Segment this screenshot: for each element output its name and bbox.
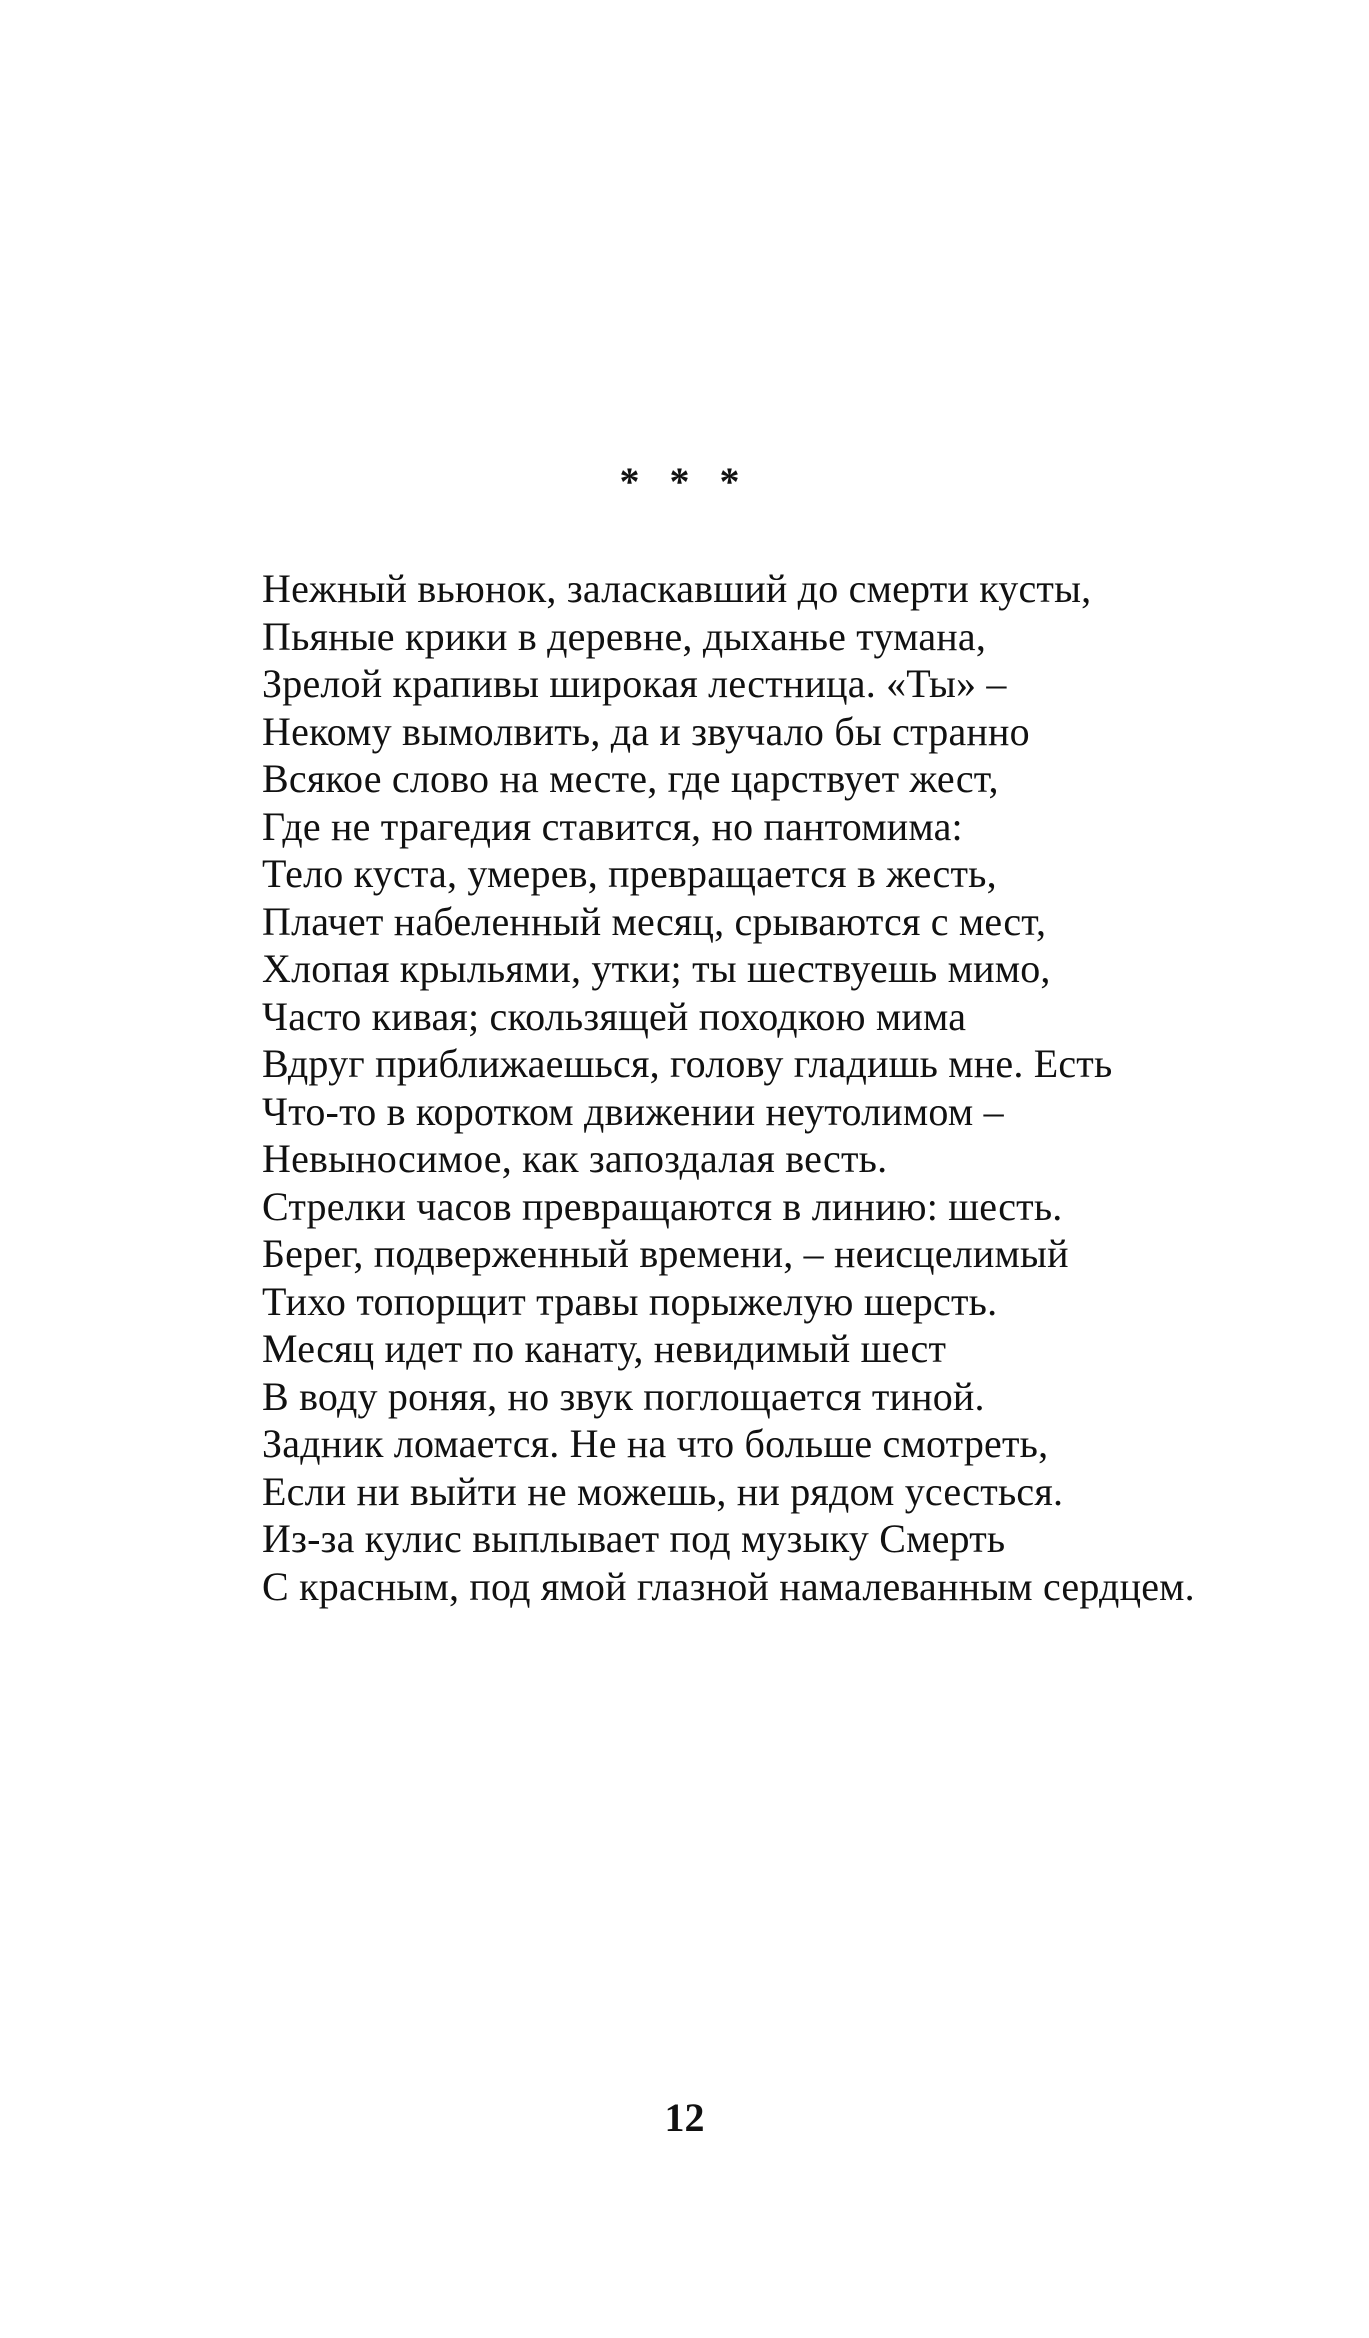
poem-line: В воду роняя, но звук поглощается тиной. xyxy=(262,1373,985,1419)
poem-line: Зрелой крапивы широкая лестница. «Ты» – xyxy=(262,661,1007,706)
poem-line: Тихо топорщит травы порыжелую шерсть. xyxy=(262,1278,998,1324)
poem-line: Стрелки часов превращаются в линию: шесть. xyxy=(262,1183,1063,1229)
poem-line: Некому вымолвить, да и звучало бы странно xyxy=(262,708,1030,754)
poem-line: Вдруг приближаешься, голову гладишь мне. Есть xyxy=(262,1041,1113,1086)
poem-line: Тело куста, умерев, превращается в жесть, xyxy=(262,851,997,896)
poem-line: Где не трагедия ставится, но пантомима: xyxy=(262,803,963,849)
section-separator: * * * xyxy=(619,459,750,504)
poem xyxy=(262,565,1322,1610)
poem-line: Плачет набеленный месяц, срываются с мест, xyxy=(262,898,1047,944)
poem-line: Берег, подверженный времени, – неисцелимый xyxy=(262,1231,1069,1276)
poem-line: Если ни выйти не можешь, ни рядом усесться. xyxy=(262,1468,1064,1514)
poem-line: Что-то в коротком движении неутолимом – xyxy=(262,1088,1004,1134)
poem-line: Из-за кулис выплывает под музыку Смерть xyxy=(262,1516,1006,1561)
poem-line: Нежный вьюнок, заласкавший до смерти кусты, xyxy=(262,566,1092,611)
poem-line: Месяц идет по канату, невидимый шест xyxy=(262,1326,947,1371)
poem-line: Всякое слово на месте, где царствует жест, xyxy=(262,756,999,801)
poem-line: Пьяные крики в деревне, дыханье тумана, xyxy=(262,613,987,659)
page-number: 12 xyxy=(664,2095,705,2140)
poem-line: Задник ломается. Не на что больше смотреть, xyxy=(262,1421,1049,1466)
poem-line: Хлопая крыльями, утки; ты шествуешь мимо, xyxy=(262,946,1051,991)
poem-line: Невыносимое, как запоздалая весть. xyxy=(262,1136,888,1181)
poem-line: С красным, под ямой глазной намалеванным сердцем. xyxy=(262,1563,1195,1609)
poem-line: Часто кивая; скользящей походкою мима xyxy=(262,993,967,1039)
